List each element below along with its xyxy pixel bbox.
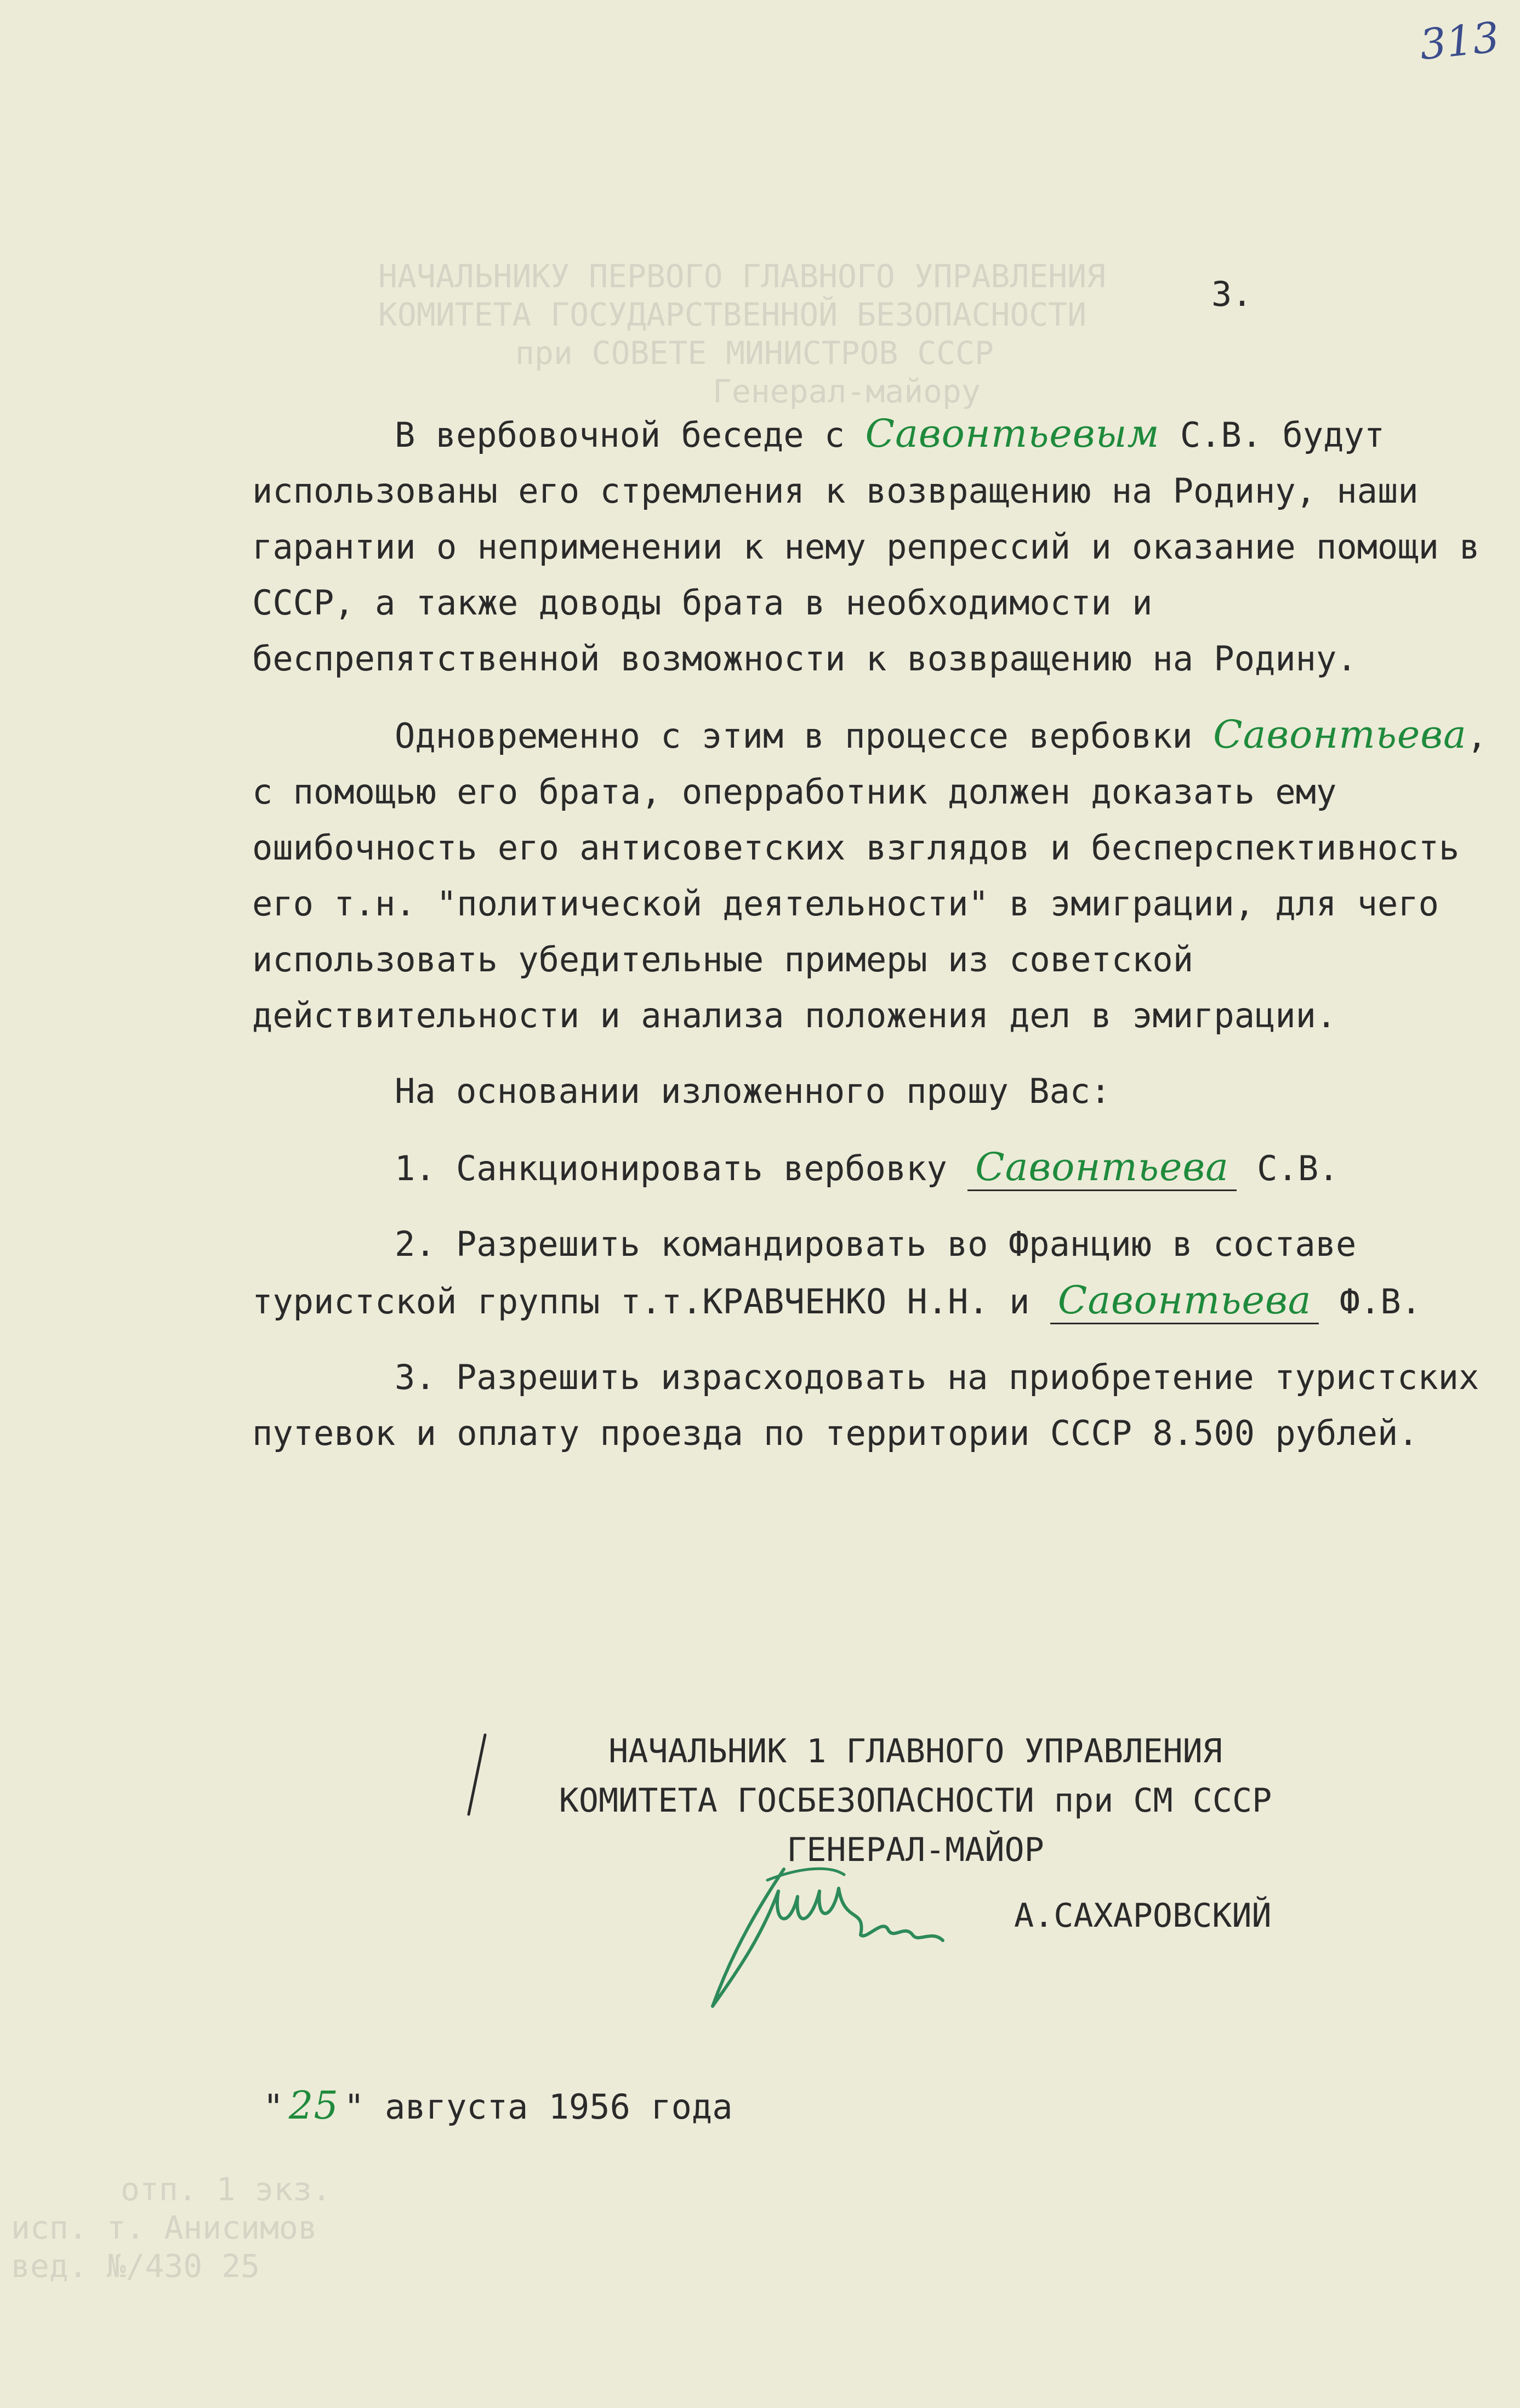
document-date: " 25 " августа 1956 года	[263, 2083, 733, 2128]
paragraph-recruitment-process: Одновременно с этим в процессе вербовки Савонтьева, с помощью его брата, оперработник должен доказать ему ошибочность его антисоветских взглядов и бесперспективность его т.н. "политической деятельности" в эмиграции, для чего использовать убедительные примеры из советской действительности и анализа положения дел в эмиграции.	[252, 712, 1508, 1035]
signature-position-line: НАЧАЛЬНИК 1 ГЛАВНОГО УПРАВЛЕНИЯ	[608, 1732, 1222, 1771]
paragraph-request-intro: На основании изложенного прошу Вас:	[395, 1071, 1111, 1111]
pencil-mark-icon	[460, 1732, 493, 1820]
bleed-through-line: НАЧАЛЬНИКУ ПЕРВОГО ГЛАВНОГО УПРАВЛЕНИЯ	[378, 258, 1106, 295]
bleed-through-line: исп. т. Анисимов	[11, 2209, 317, 2246]
archive-page-number: 313	[1417, 12, 1502, 70]
bleed-through-line: отп. 1 экз.	[121, 2171, 332, 2208]
handwritten-surname: Савонтьева	[1050, 1278, 1319, 1324]
signature-position-line: КОМИТЕТА ГОСБЕЗОПАСНОСТИ при СМ СССР	[559, 1781, 1272, 1820]
document-body	[252, 406, 1508, 1481]
request-item-2: 2. Разрешить командировать во Францию в составе туристской группы т.т.КРАВЧЕНКО Н.Н. и Савонтьева Ф.В.	[252, 1216, 1502, 1330]
bleed-through-line: при СОВЕТЕ МИНИСТРОВ СССР	[515, 334, 994, 372]
request-item-3: 3. Разрешить израсходовать на приобретение туристских путевок и оплату проезда по территории СССР 8.500 рублей.	[252, 1357, 1500, 1453]
handwritten-surname: Савонтьева	[1213, 712, 1467, 757]
handwritten-signature-icon	[702, 1858, 954, 2023]
page-number: 3.	[1211, 274, 1253, 314]
request-item-1: 1. Санкционировать вербовку Савонтьева С.В.	[252, 1139, 1502, 1197]
signature-rank: ГЕНЕРАЛ-МАЙОР	[787, 1831, 1044, 1869]
bleed-through-line: Генерал-майору	[713, 373, 981, 410]
signatory-name: А.САХАРОВСКИЙ	[1014, 1897, 1272, 1935]
bleed-through-line: вед. №/430 25	[11, 2247, 260, 2285]
handwritten-day: 25	[288, 2083, 339, 2128]
handwritten-surname: Савонтьевым	[865, 411, 1160, 456]
signature-title-block	[504, 1727, 1327, 1875]
bleed-through-line: КОМИТЕТА ГОСУДАРСТВЕННОЙ БЕЗОПАСНОСТИ	[378, 296, 1087, 333]
paragraph-recruitment-conversation: В вербовочной беседе с Савонтьевым С.В. будут использованы его стремления к возвращению на Родину, наши гарантии о неприменении к нему репрессий и оказание помощи в СССР, а также доводы брата в необходимости и беспрепятственной возможности к возвращению на Родину.	[252, 411, 1500, 679]
handwritten-surname: Савонтьева	[967, 1145, 1237, 1191]
